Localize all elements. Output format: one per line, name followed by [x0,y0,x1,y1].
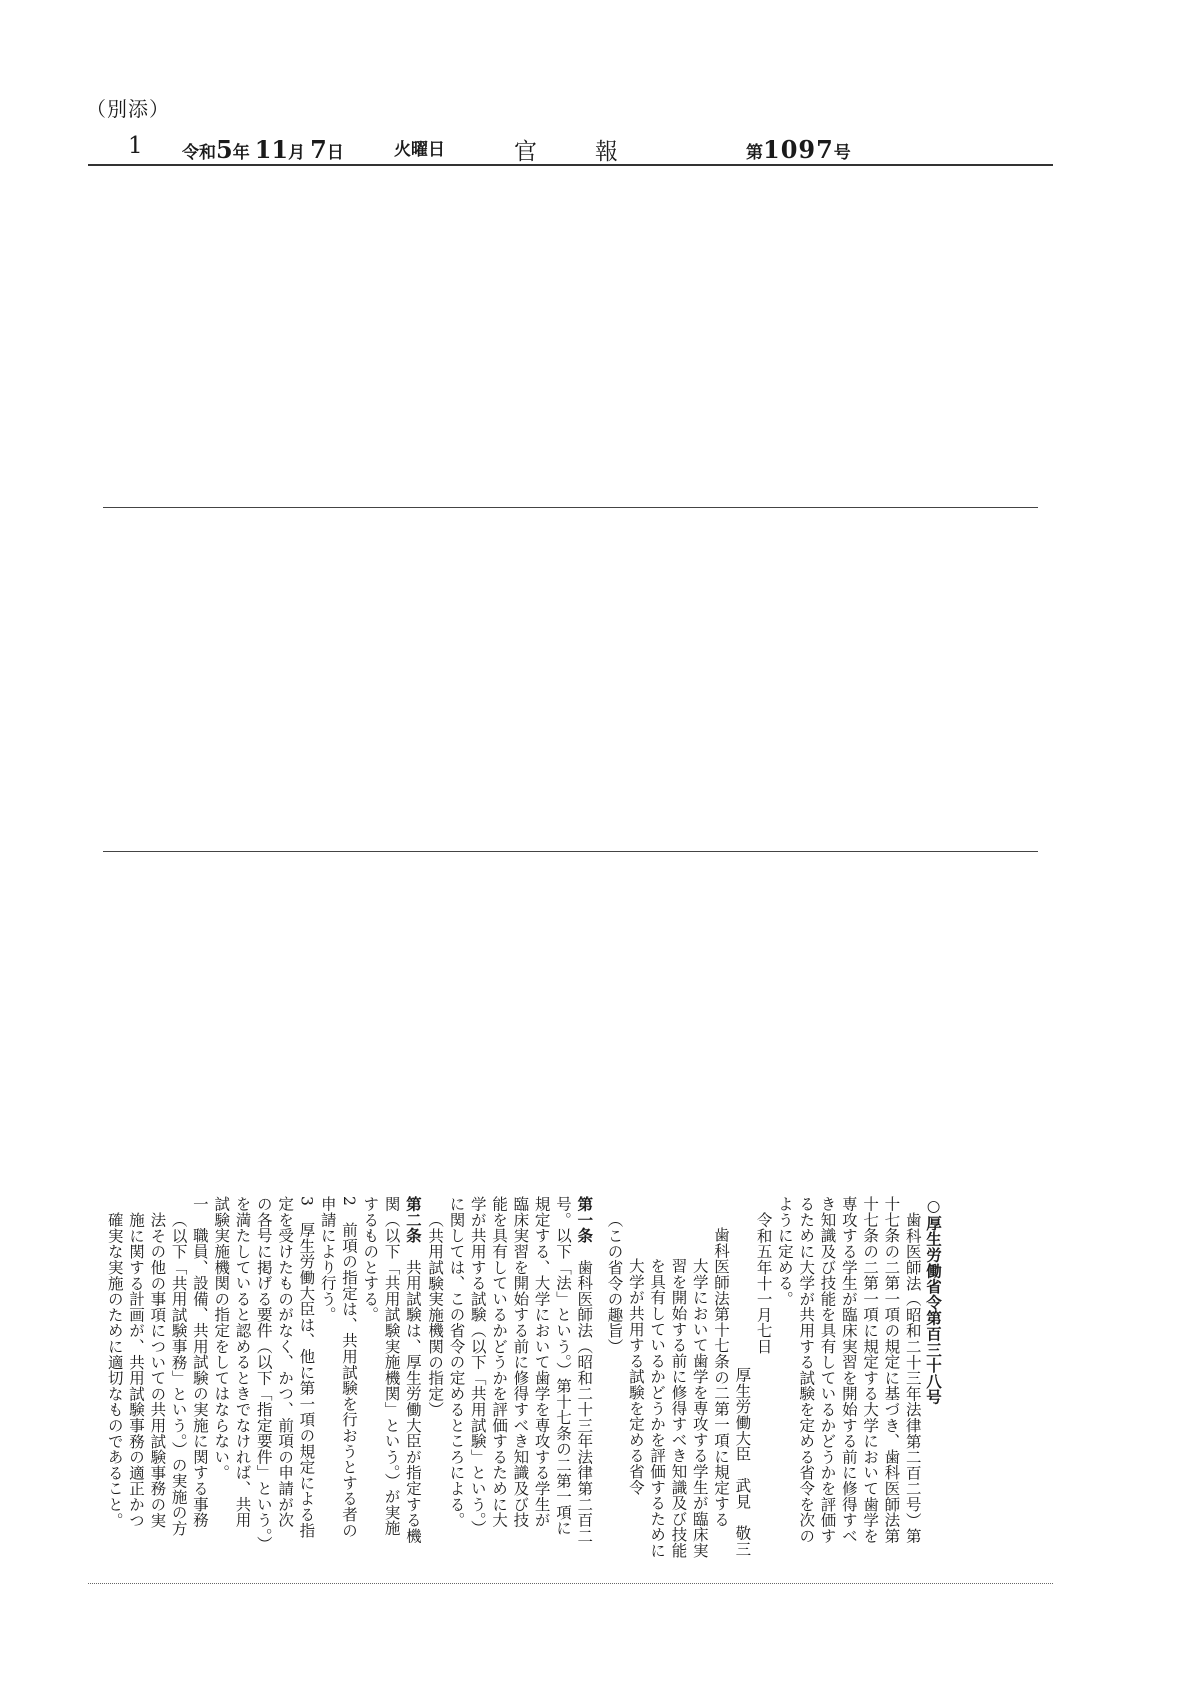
article-body: 共用試験は、厚生労働大臣が指定する機 [403,1243,422,1544]
ordinance-line: 能を具有しているかどうかを評価するために大 [490,1196,509,1528]
ordinance-line: 試験実施機関の指定をしてはならない。 [212,1196,231,1481]
issue-number: 1097 [763,135,834,164]
ordinance-line: 習を開始する前に修得すべき知識及び技能 [669,1258,688,1559]
year-unit: 年 [232,143,250,163]
issue-prefix: 第 [746,143,763,163]
ordinance-line: 定を受けたものがなく、かつ、前項の申請が次 [276,1196,295,1528]
ordinance-line: るために大学が共用する試験を定める省令を次の [797,1196,816,1544]
ordinance-line [573,1196,595,1578]
article-number: 第二条 [403,1196,423,1244]
ordinance-line: （共用試験実施機関の指定） [426,1211,445,1417]
ordinance-line: するものとする。 [361,1196,380,1323]
ordinance-line: （この省令の趣旨） [605,1211,624,1354]
ordinance-line: 歯科医師法（昭和二十三年法律第二百二号）第 [903,1211,922,1544]
article-number: 第一条 [575,1196,595,1244]
section-divider-1 [103,507,1038,508]
ordinance-line: 法その他の事項についての共用試験事務の実 [148,1211,167,1528]
ordinance-line: 関（以下「共用試験実施機関」という。）が実施 [382,1196,401,1536]
ordinance-line: き知識及び技能を具有しているかどうかを評価す [818,1196,837,1544]
issue-number-group [746,135,851,164]
ordinance-line: 令和五年十一月七日 [754,1211,773,1354]
ordinance-line: 臨床実習を開始する前に修得すべき知識及び技 [511,1196,530,1528]
year: 5 [216,135,233,164]
weekday: 火曜日 [394,140,445,160]
month: 11 [254,135,289,164]
ordinance-line: ように定める。 [775,1196,794,1307]
article-body: 歯科医師法（昭和二十三年法律第二百二 [575,1243,594,1544]
ordinance-line: 大学が共用する試験を定める省令 [626,1258,645,1495]
ordinance-line: を満たしていると認めるときでなければ、共用 [233,1196,252,1528]
ordinance-line: 規定する、大学において歯学を専攻する学生が [532,1196,551,1528]
ordinance-line: 十七条の二第一項の規定に基づき、歯科医師法第 [882,1196,901,1544]
ordinance-line: 厚生労働大臣 武見 敬三 [733,1366,752,1557]
gazette-masthead [88,135,1053,165]
ordinance-line: 申請により行う。 [318,1196,337,1323]
ordinance-line: 学が共用する試験（以下「共用試験」という。） [468,1196,487,1536]
ordinance-line: ○厚生労働省令第百三十八号 [924,1196,943,1405]
ordinance-line: に関しては、この省令の定めるところによる。 [447,1196,466,1528]
ministerial-ordinance-text [105,1196,944,1578]
day: 7 [310,135,327,164]
ordinance-line: 2 前項の指定は、共用試験を行おうとする者の [339,1196,358,1538]
ordinance-line: 歯科医師法第十七条の二第一項に規定する [712,1227,731,1528]
ordinance-line: 号。以下「法」という。）第十七条の二第一項に [553,1196,572,1536]
ordinance-line: 大学において歯学を専攻する学生が臨床実 [690,1258,709,1559]
ordinance-line: 3 厚生労働大臣は、他に第一項の規定による指 [297,1196,316,1538]
attachment-label: （別添） [86,97,170,121]
section-divider-2 [103,851,1038,852]
publication-title: 官報 [514,139,676,165]
ordinance-line: 専攻する学生が臨床実習を開始する前に修得すべ [839,1196,858,1544]
ordinance-line [402,1196,424,1578]
issue-suffix: 号 [833,143,851,163]
ordinance-line: 確実な実施のために適切なものであること。 [105,1211,124,1528]
ordinance-line: 一 職員、設備、共用試験の実施に関する事務 [190,1196,209,1528]
month-unit: 月 [288,143,306,163]
ordinance-line: を具有しているかどうかを評価するために [648,1258,667,1559]
masthead-rule [88,164,1053,166]
ordinance-line: の各号に掲げる要件（以下「指定要件」という。） [254,1196,273,1552]
article-bottom-rule [88,1583,1053,1584]
ordinance-line: 施に関する計画が、共用試験事務の適正かつ [127,1211,146,1528]
day-unit: 日 [326,143,344,163]
page-number: 1 [128,133,143,159]
era: 令和 [182,143,216,163]
ordinance-line: （以下「共用試験事務」という。）の実施の方 [169,1211,188,1536]
ordinance-line: 十七条の二第一項に規定する大学において歯学を [861,1196,880,1544]
masthead-date [182,135,344,164]
